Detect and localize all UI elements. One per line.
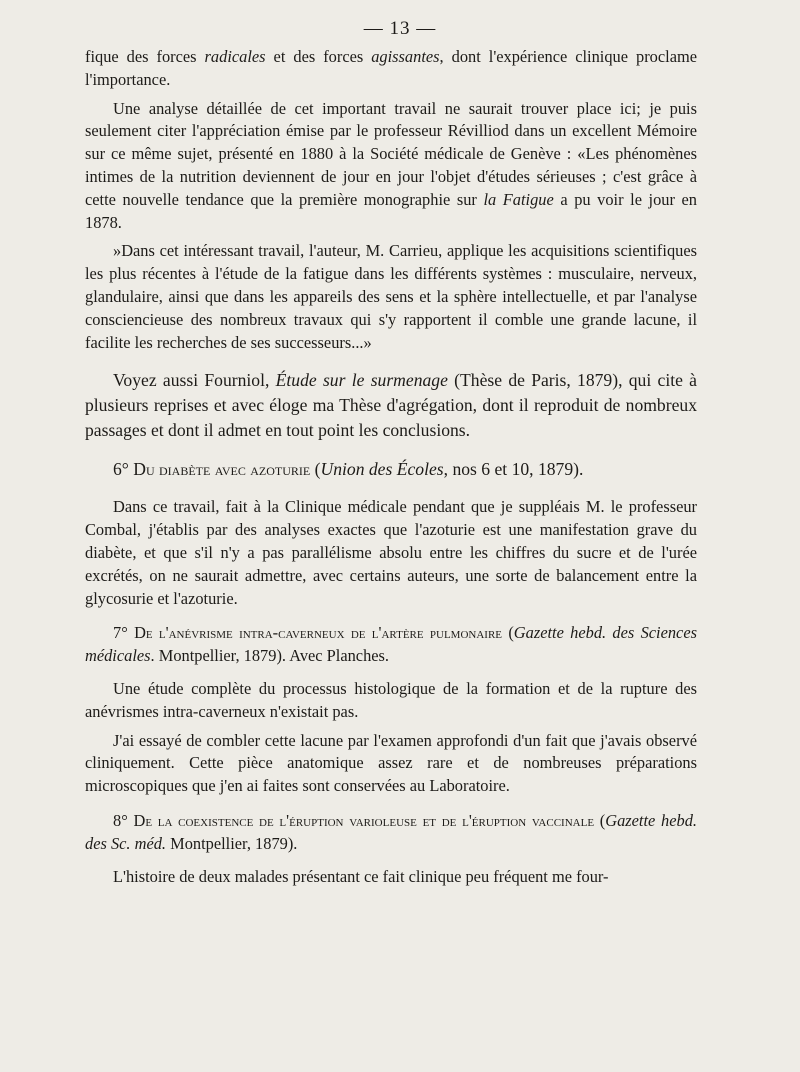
text-run: Voyez aussi Fourniol, bbox=[113, 370, 276, 391]
entry-8-heading bbox=[85, 810, 697, 856]
paragraph-eruption: L'histoire de deux malades présentant ce fait clinique peu fréquent me four- bbox=[113, 866, 609, 886]
paragraph-continuation bbox=[85, 46, 697, 92]
entry-6-heading bbox=[85, 457, 697, 482]
text-run: et des forces bbox=[265, 47, 372, 66]
text-run: . Montpellier, 1879). Avec Planches. bbox=[150, 646, 390, 666]
text-run: , dont l'expérience clinique proclame l'importance. bbox=[85, 47, 697, 89]
italic-title: Étude sur le surmenage bbox=[275, 370, 448, 391]
text-run: Montpellier, 1879). bbox=[166, 833, 298, 853]
italic-term: radicales bbox=[204, 47, 266, 66]
text-run: (Thèse de Paris, 1879), qui cite à plusieurs reprises et avec éloge ma Thèse d'agrégation, dont il reproduit de nombreux passages et dont il admet en tout point les conclusions. bbox=[85, 370, 697, 441]
italic-source: Gazette hebd. des Sc. méd. bbox=[85, 810, 697, 853]
italic-source: Union des Écoles bbox=[320, 459, 444, 480]
italic-title: la Fatigue bbox=[483, 189, 554, 209]
page-number: — 13 — bbox=[363, 18, 437, 39]
text-run: ( bbox=[594, 810, 606, 830]
text-run: ( bbox=[310, 459, 321, 480]
paragraph-diabete: Dans ce travail, fait à la Clinique médicale pendant que je suppléais M. le professeur Combal, j'établis par des analyses exactes que l'azoturie est une manifestation grave du diabète, et que s'il n'y a pas parallélisme absolu entre les chiffres du sucre et de l'urée excrétés, on ne saurait admettre, avec certains auteurs, une sorte de balancement entre la glycosurie et l'azoturie. bbox=[85, 497, 697, 608]
entry-title: De l'anévrisme intra-caverneux de l'artère pulmonaire bbox=[134, 623, 503, 643]
body-text bbox=[85, 46, 697, 894]
italic-term: agissantes bbox=[371, 47, 440, 66]
paragraph-revilliod-quote bbox=[85, 98, 697, 235]
entry-number: 6° bbox=[113, 459, 134, 480]
entry-7-heading bbox=[85, 622, 697, 668]
paragraph-carrieu: »Dans cet intéressant travail, l'auteur, M. Carrieu, applique les acquisitions scientifiques les plus récentes à l'étude de la fatigue dans les différents systèmes : musculaire, nerveux, glandulaire, ainsi que dans les appareils des sens et la sphère intellectuelle, et par l'analyse consciencieuse des nombreux travaux qui s'y rapportent il comble une grande lacune, il facilite les recherches de ses successeurs...» bbox=[85, 241, 697, 352]
paragraph-anevrisme-1: Une étude complète du processus histologique de la formation et de la rupture des anévrismes intra-caverneux n'existait pas. bbox=[85, 678, 697, 721]
paragraph-fourniol bbox=[85, 368, 697, 443]
entry-number: 7° bbox=[113, 623, 135, 643]
paragraph-anevrisme-2: J'ai essayé de combler cette lacune par l'examen approfondi d'un fait que j'avais observé cliniquement. Cette pièce anatomique assez rare et de nombreuses préparations microscopiques que j'en ai faites sont conservées au Laboratoire. bbox=[85, 730, 697, 796]
entry-number: 8° bbox=[113, 810, 134, 830]
italic-source: Gazette hebd. des Sciences médicales bbox=[85, 623, 697, 666]
text-run: , nos 6 et 10, 1879). bbox=[443, 459, 584, 480]
entry-title: Du diabète avec azoturie bbox=[133, 459, 311, 480]
entry-title: De la coexistence de l'éruption varioleuse et de l'éruption vaccinale bbox=[133, 810, 595, 830]
text-run: Une analyse détaillée de cet important travail ne saurait trouver place ici; je puis seulement citer l'appréciation émise par le professeur Révilliod dans un excellent Mémoire sur ce même sujet, présenté en 1880 à la Société médicale de Genève : «Les phénomènes intimes de la nutrition deviennent de jour en jour l'objet d'études sérieuses ; c'est grâce à cette nouvelle tendance que la première monographie sur bbox=[85, 98, 697, 209]
text-run: fique des forces bbox=[85, 47, 205, 66]
text-run: a pu voir le jour en 1878. bbox=[85, 189, 697, 232]
text-run: ( bbox=[502, 623, 514, 643]
